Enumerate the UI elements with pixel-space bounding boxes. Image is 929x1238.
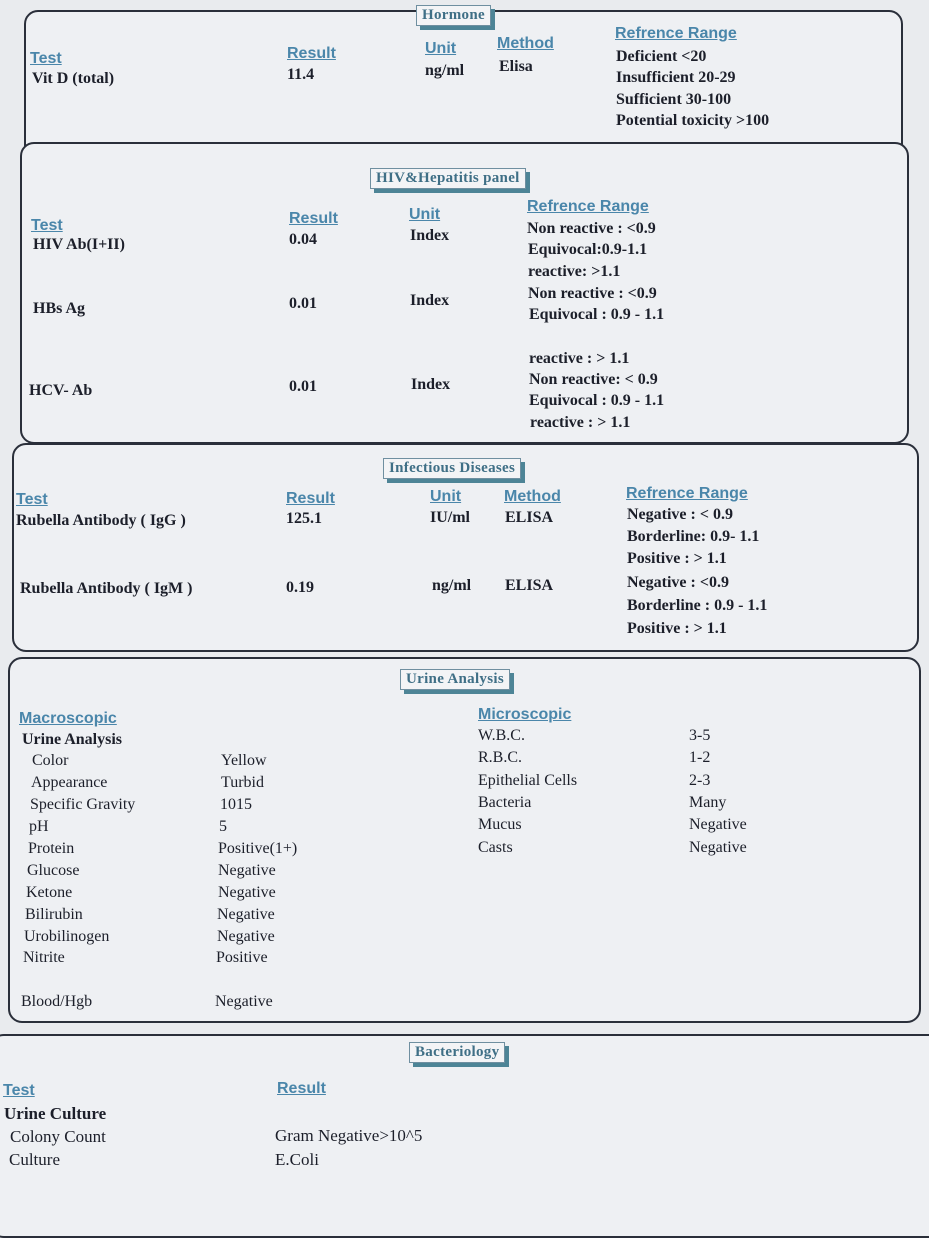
test-unit: Index (411, 376, 451, 393)
test-unit: Index (410, 292, 450, 309)
header-range: Refrence Range (615, 25, 737, 42)
macroscopic-label: Ketone (26, 884, 73, 901)
macroscopic-header: Macroscopic (19, 710, 117, 727)
test-name: Rubella Antibody ( IgM ) (20, 580, 193, 597)
range-line: reactive : > 1.1 (530, 414, 631, 431)
macroscopic-value: Negative (217, 906, 275, 923)
range-line: reactive : > 1.1 (529, 350, 630, 367)
header-result: Result (286, 490, 335, 507)
hiv-title: HIV&Hepatitis panel (370, 168, 526, 189)
test-method: ELISA (505, 577, 554, 594)
range-line: Borderline: 0.9- 1.1 (627, 528, 760, 545)
microscopic-value: 1-2 (689, 749, 711, 766)
range-line: Equivocal : 0.9 - 1.1 (529, 392, 665, 409)
test-method: ELISA (505, 509, 554, 526)
microscopic-value: Negative (689, 839, 747, 856)
test-name: Vit D (total) (32, 70, 115, 87)
test-name: HCV- Ab (29, 382, 93, 399)
microscopic-header: Microscopic (478, 706, 572, 723)
test-name: HIV Ab(I+II) (33, 236, 125, 253)
test-unit: Index (410, 227, 450, 244)
macroscopic-value: Negative (215, 993, 273, 1010)
culture-label: Culture (9, 1150, 60, 1169)
test-unit: IU/ml (430, 509, 470, 526)
macroscopic-label: Glucose (27, 862, 80, 879)
macroscopic-label: Color (32, 752, 69, 769)
test-unit: ng/ml (425, 62, 465, 79)
header-test: Test (3, 1082, 35, 1099)
range-line: reactive: >1.1 (528, 263, 621, 280)
macroscopic-label: Nitrite (23, 949, 65, 966)
macroscopic-value: 5 (219, 818, 227, 835)
test-result: 0.19 (286, 579, 314, 596)
macroscopic-label: Specific Gravity (30, 796, 136, 813)
macroscopic-value: Yellow (221, 752, 267, 769)
test-result: 125.1 (286, 510, 322, 527)
header-range: Refrence Range (527, 198, 649, 215)
macroscopic-value: Positive(1+) (218, 840, 298, 857)
header-result: Result (289, 210, 338, 227)
urine-title: Urine Analysis (400, 669, 510, 690)
header-unit: Unit (430, 488, 462, 505)
range-line: Deficient <20 (616, 48, 707, 65)
macroscopic-label: Protein (28, 840, 75, 857)
range-line: Negative : <0.9 (627, 574, 729, 591)
range-line: Equivocal : 0.9 - 1.1 (529, 306, 665, 323)
microscopic-label: Casts (478, 839, 513, 856)
microscopic-value: Negative (689, 816, 747, 833)
culture-value: E.Coli (275, 1150, 319, 1169)
macroscopic-label: Urobilinogen (24, 928, 110, 945)
culture-value: Gram Negative>10^5 (275, 1126, 423, 1145)
range-line: Non reactive : <0.9 (527, 220, 656, 237)
bacteriology-title: Bacteriology (409, 1042, 505, 1063)
header-range: Refrence Range (626, 485, 748, 502)
header-result: Result (287, 45, 336, 62)
test-name: Rubella Antibody ( IgG ) (16, 512, 186, 529)
header-result: Result (277, 1080, 326, 1097)
urine-panel (8, 657, 921, 1023)
microscopic-label: Epithelial Cells (478, 772, 578, 789)
microscopic-value: Many (689, 794, 727, 811)
macroscopic-value: 1015 (220, 796, 252, 813)
range-line: Negative : < 0.9 (627, 506, 733, 523)
header-test: Test (31, 217, 63, 234)
macroscopic-label: pH (29, 818, 49, 835)
macroscopic-label: Appearance (31, 774, 108, 791)
microscopic-value: 3-5 (689, 727, 711, 744)
header-unit: Unit (409, 206, 441, 223)
macroscopic-label: Bilirubin (25, 906, 83, 923)
macroscopic-value: Turbid (221, 774, 264, 791)
header-method: Method (504, 488, 561, 505)
test-name: HBs Ag (33, 300, 86, 317)
test-result: 0.04 (289, 231, 317, 248)
range-line: Borderline : 0.9 - 1.1 (627, 597, 768, 614)
urine-subtitle: Urine Analysis (22, 731, 123, 748)
hormone-panel (24, 10, 903, 162)
macroscopic-label: Blood/Hgb (21, 993, 93, 1010)
infectious-title: Infectious Diseases (383, 458, 521, 479)
test-result: 0.01 (289, 378, 317, 395)
macroscopic-value: Negative (218, 862, 276, 879)
range-line: Positive : > 1.1 (627, 620, 727, 637)
range-line: Insufficient 20-29 (616, 69, 736, 86)
header-test: Test (30, 50, 62, 67)
range-line: Non reactive: < 0.9 (529, 371, 658, 388)
range-line: Positive : > 1.1 (627, 550, 727, 567)
macroscopic-value: Positive (216, 949, 268, 966)
microscopic-label: Mucus (478, 816, 522, 833)
header-test: Test (16, 491, 48, 508)
range-line: Non reactive : <0.9 (528, 285, 657, 302)
test-result: 0.01 (289, 295, 317, 312)
macroscopic-value: Negative (217, 928, 275, 945)
range-line: Potential toxicity >100 (616, 112, 770, 129)
culture-label: Colony Count (10, 1127, 106, 1146)
microscopic-value: 2-3 (689, 772, 711, 789)
microscopic-label: W.B.C. (478, 727, 525, 744)
test-result: 11.4 (287, 66, 315, 83)
microscopic-label: Bacteria (478, 794, 532, 811)
test-method: Elisa (499, 58, 533, 75)
header-unit: Unit (425, 40, 457, 57)
bacteriology-panel (0, 1034, 929, 1238)
range-line: Sufficient 30-100 (616, 91, 732, 108)
macroscopic-value: Negative (218, 884, 276, 901)
bacteriology-subtitle: Urine Culture (4, 1104, 107, 1123)
microscopic-label: R.B.C. (478, 749, 523, 766)
range-line: Equivocal:0.9-1.1 (528, 241, 648, 258)
header-method: Method (497, 35, 554, 52)
test-unit: ng/ml (432, 577, 472, 594)
hormone-title: Hormone (416, 5, 491, 26)
